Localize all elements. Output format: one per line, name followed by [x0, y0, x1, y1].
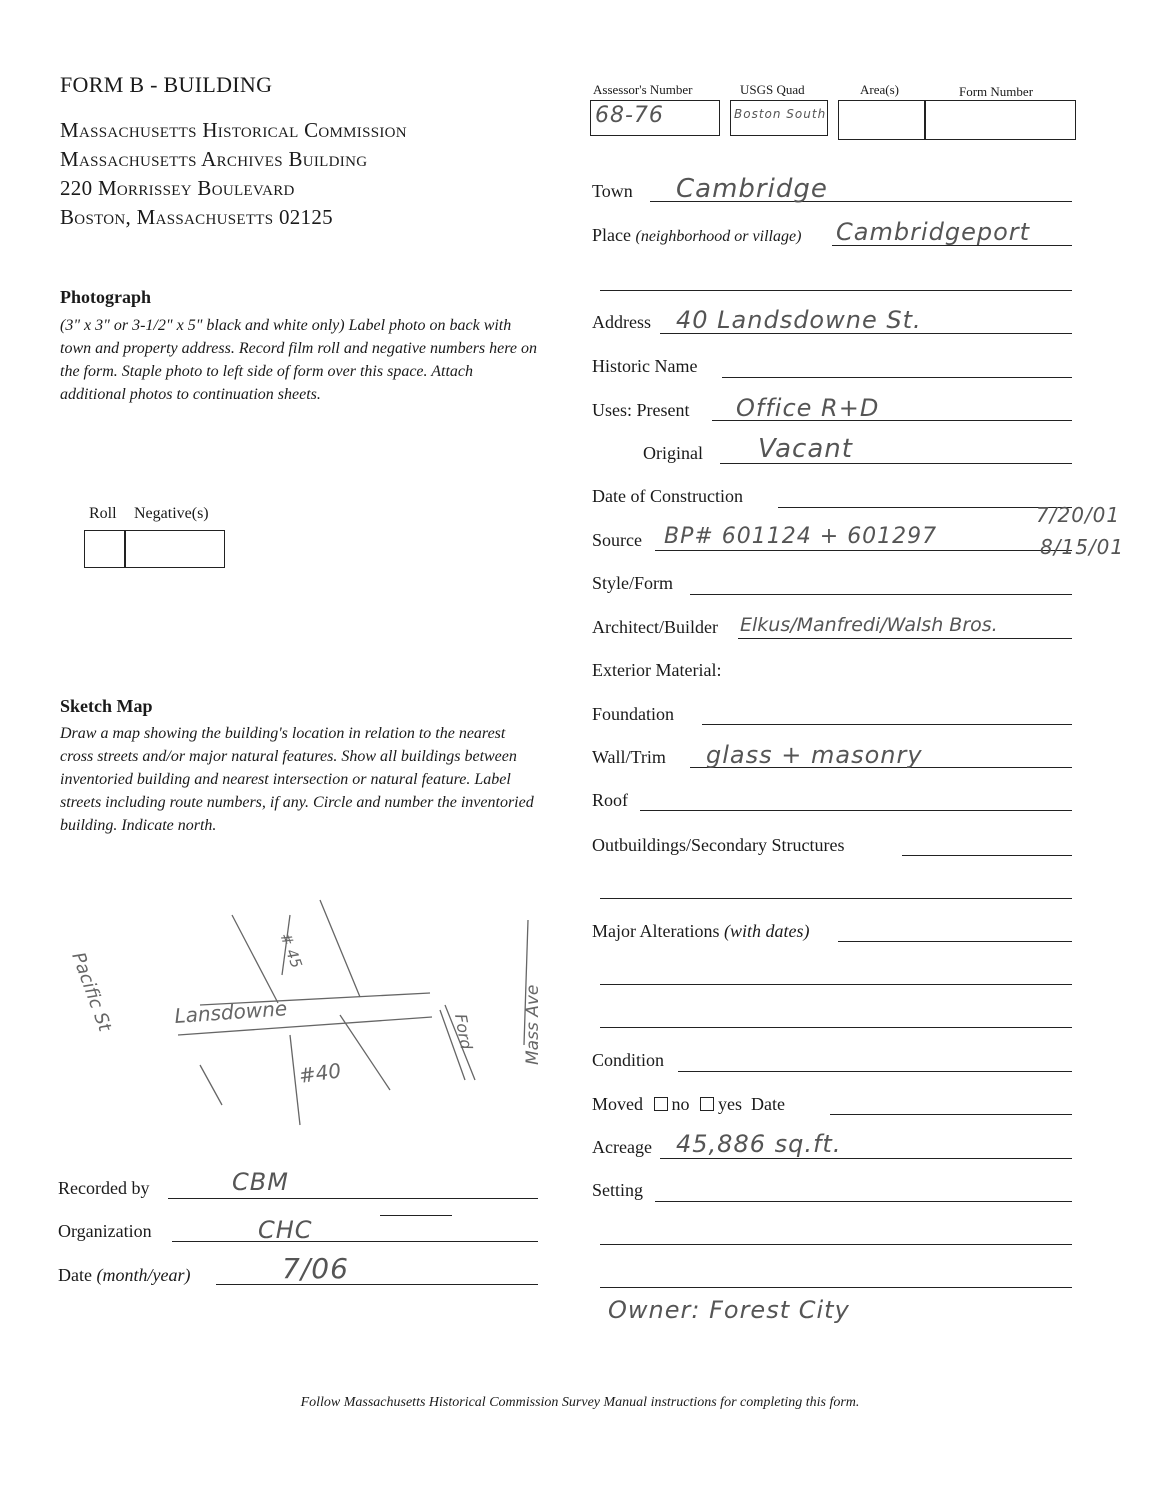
- date-label: Date (month/year): [58, 1265, 191, 1285]
- address-label: Address: [592, 312, 651, 332]
- map-label-pacific: Pacific St: [67, 949, 116, 1035]
- address-value[interactable]: 40 Landsdowne St.: [676, 306, 922, 334]
- major-alterations-label: Major Alterations (with dates): [592, 921, 810, 941]
- wall-trim-label: Wall/Trim: [592, 747, 666, 767]
- moved-no-checkbox[interactable]: [654, 1097, 668, 1111]
- assessor-number-value: 68-76: [595, 103, 664, 128]
- map-label-lansdowne: Lansdowne: [173, 996, 288, 1028]
- agency-line-1: Massachusetts Historical Commission: [60, 118, 407, 142]
- wall-trim-value[interactable]: glass + masonry: [706, 741, 923, 769]
- roll-label: Roll: [89, 505, 117, 522]
- exterior-material-label: Exterior Material:: [592, 660, 722, 680]
- negative-box[interactable]: [124, 530, 225, 568]
- date-of-construction-label: Date of Construction: [592, 486, 743, 506]
- agency-line-3: 220 Morrissey Boulevard: [60, 176, 295, 200]
- architect-builder-label: Architect/Builder: [592, 617, 718, 637]
- agency-line-2: Massachusetts Archives Building: [60, 147, 368, 171]
- negative-label: Negative(s): [134, 505, 209, 522]
- uses-present-value[interactable]: Office R+D: [736, 394, 880, 422]
- map-label-massave: Mass Ave: [523, 984, 543, 1065]
- place-label: Place (neighborhood or village): [592, 225, 802, 245]
- source-date-2: 8/15/01: [1040, 535, 1125, 559]
- place-value[interactable]: Cambridgeport: [836, 218, 1031, 246]
- town-label: Town: [592, 181, 633, 201]
- agency-line-4: Boston, Massachusetts 02125: [60, 205, 333, 229]
- footer-instructions: Follow Massachusetts Historical Commission Survey Manual instructions for completing this form.: [300, 1395, 860, 1410]
- date-value[interactable]: 7/06: [282, 1252, 349, 1285]
- form-number-label: Form Number: [959, 84, 1034, 99]
- historic-name-label: Historic Name: [592, 356, 698, 376]
- form-title: FORM B - BUILDING: [60, 72, 273, 97]
- sketch-map-drawing: [50, 885, 570, 1135]
- sketch-map-heading: Sketch Map: [60, 696, 153, 716]
- photograph-instructions: (3" x 3" or 3-1/2" x 5" black and white only) Label photo on back with town and property address. Record film roll and negative numbers here on the form. Staple photo to left side of form over this space. Attach additional photos to continuation sheets.: [60, 317, 537, 403]
- map-label-num2: #40: [297, 1058, 343, 1088]
- sketch-map-instructions: Draw a map showing the building's location in relation to the nearest cross streets and/or major natural features. Show all buildings between inventoried building and nearest intersection or natural feature. Label streets including route numbers, if any. Circle and number the inventoried building. Indicate north.: [60, 725, 534, 834]
- moved-row: Moved no yes Date: [592, 1094, 785, 1114]
- form-number-box[interactable]: [924, 100, 1076, 140]
- assessor-number-box[interactable]: [590, 100, 720, 136]
- usgs-quad-label: USGS Quad: [740, 82, 805, 97]
- style-form-label: Style/Form: [592, 573, 674, 593]
- usgs-quad-box[interactable]: [730, 100, 828, 136]
- source-value[interactable]: BP# 601124 + 601297: [664, 524, 938, 549]
- condition-label: Condition: [592, 1050, 665, 1070]
- setting-label: Setting: [592, 1180, 644, 1200]
- architect-builder-value[interactable]: Elkus/Manfredi/Walsh Bros.: [740, 614, 998, 636]
- foundation-label: Foundation: [592, 704, 675, 724]
- acreage-value[interactable]: 45,886 sq.ft.: [676, 1130, 842, 1158]
- town-value[interactable]: Cambridge: [676, 174, 828, 204]
- uses-present-label: Uses: Present: [592, 400, 690, 420]
- organization-label: Organization: [58, 1221, 152, 1241]
- areas-box[interactable]: [838, 100, 926, 140]
- recorded-by-label: Recorded by: [58, 1178, 150, 1198]
- roll-box[interactable]: [84, 530, 126, 568]
- assessor-number-label: Assessor's Number: [593, 82, 693, 97]
- organization-value[interactable]: CHC: [258, 1216, 313, 1244]
- owner-note: Owner: Forest City: [608, 1296, 850, 1324]
- map-label-num1: # 45: [276, 930, 306, 971]
- usgs-quad-value: Boston South: [734, 107, 827, 121]
- outbuildings-label: Outbuildings/Secondary Structures: [592, 835, 845, 855]
- acreage-label: Acreage: [592, 1137, 652, 1157]
- areas-label: Area(s): [860, 82, 899, 97]
- moved-yes-checkbox[interactable]: [700, 1097, 714, 1111]
- source-label: Source: [592, 530, 642, 550]
- original-label: Original: [643, 443, 703, 463]
- photograph-heading: Photograph: [60, 287, 152, 307]
- recorded-by-value[interactable]: CBM: [232, 1168, 289, 1196]
- original-value[interactable]: Vacant: [758, 434, 853, 464]
- map-label-ford: Ford: [451, 1012, 476, 1051]
- source-date-1: 7/20/01: [1036, 503, 1121, 527]
- roof-label: Roof: [592, 790, 628, 810]
